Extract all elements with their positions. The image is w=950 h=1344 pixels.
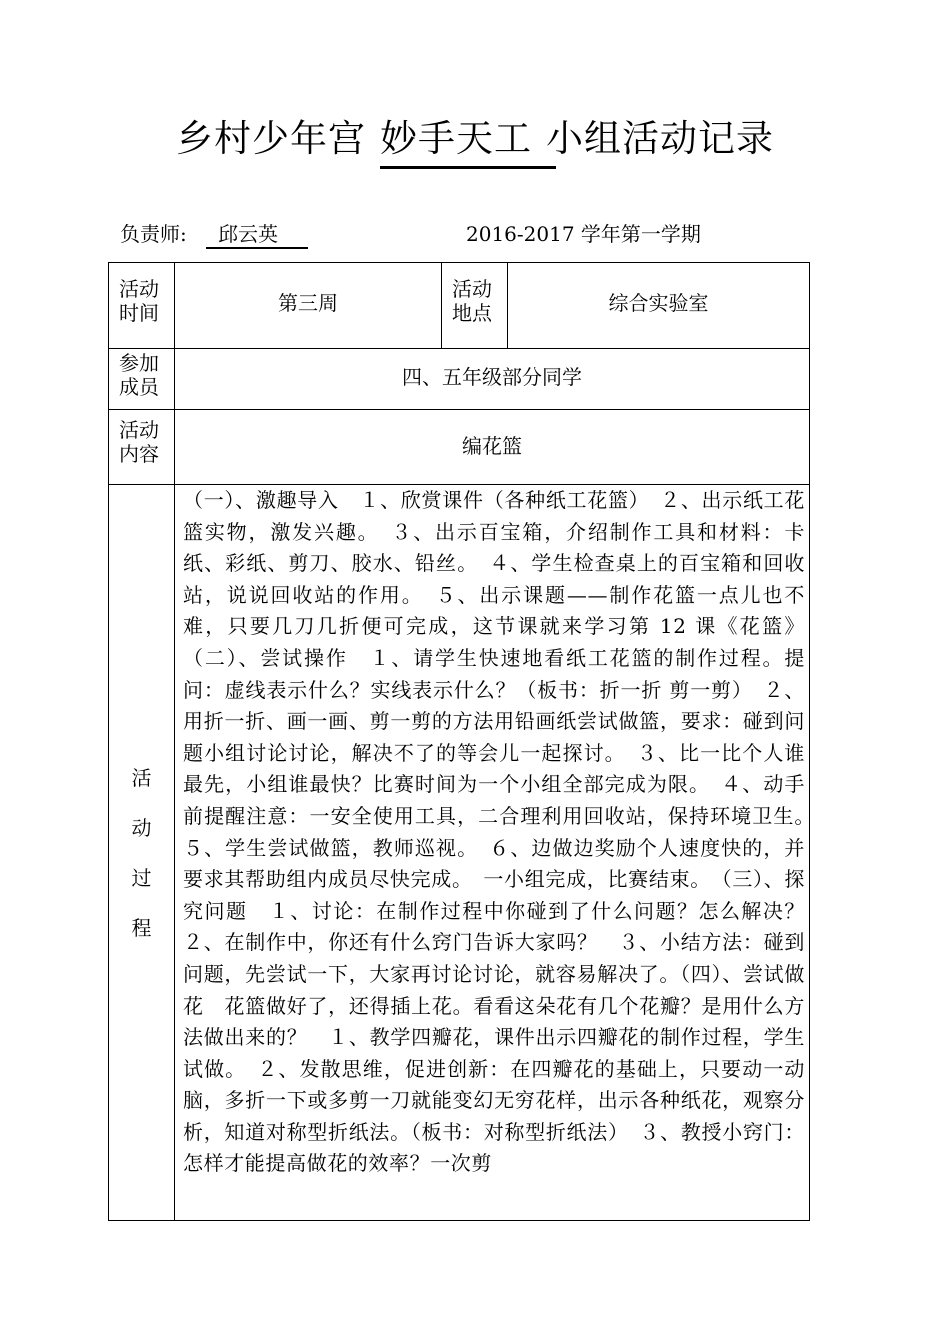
process-label: 活 动 过 程: [109, 485, 175, 1221]
teacher-name-underline: [206, 247, 308, 249]
time-label: 活动 时间: [109, 263, 175, 349]
members-label: 参加 成员: [109, 349, 175, 410]
page-title: [0, 108, 950, 162]
row-activity-process: [109, 485, 810, 1221]
row-members: [109, 349, 810, 410]
time-value: 第三周: [175, 263, 442, 349]
content-value: 编花篮: [175, 410, 810, 485]
teacher-name: 邱云英: [218, 222, 278, 246]
teacher-label: 负责师:: [120, 222, 187, 246]
place-value: 综合实验室: [508, 263, 810, 349]
row-activity-content: [109, 410, 810, 485]
content-label: 活动 内容: [109, 410, 175, 485]
title-underline: [380, 166, 556, 169]
title-part-1: 乡村少年宫: [176, 117, 366, 160]
place-label: 活动 地点: [442, 263, 508, 349]
process-text: （一）、激趣导入 １、欣赏课件（各种纸工花篮） ２、出示纸工花篮实物，激发兴趣。 ３、出示百宝箱，介绍制作工具和材料：卡纸、彩纸、剪刀、胶水、铅丝。 ４、学生检查桌上的百宝箱和回收站，说说回收站的作用。 ５、出示课题——制作花篮一点儿也不难，只要几刀几折便可完成，这节课就来学习第 12 课《花篮》（二）、尝试操作 １、请学生快速地看纸工花篮的制作过程。提问：虚线表示什么？实线表示什么？（板书：折一折 剪一剪） ２、用折一折、画一画、剪一剪的方法用铅画纸尝试做篮，要求：碰到问题小组讨论讨论，解决不了的等会儿一起探讨。 ３、比一比个人谁最先，小组谁最快？比赛时间为一个小组全部完成为限。 ４、动手前提醒注意：一安全使用工具，二合理利用回收站，保持环境卫生。 ５、学生尝试做篮，教师巡视。 ６、边做边奖励个人速度快的，并要求其帮助组内成员尽快完成。 一小组完成，比赛结束。 （三）、探究问题 １、讨论：在制作过程中你碰到了什么问题？怎么解决？ ２、在制作中，你还有什么窍门告诉大家吗？ ３、小结方法：碰到问题，先尝试一下，大家再讨论讨论，就容易解决了。（四）、尝试做花 花篮做好了，还得插上花。看看这朵花有几个花瓣？是用什么方法做出来的？ １、教学四瓣花，课件出示四瓣花的制作过程，学生试做。 ２、发散思维，促进创新：在四瓣花的基础上，只要动一动脑，多折一下或多剪一刀就能变幻无穷花样，出示各种纸花，观察分析，知道对称型折纸法。（板书：对称型折纸法） ３、教授小窍门：怎样才能提高做花的效率？一次剪: [175, 485, 810, 1221]
semester: 2016-2017 学年第一学期: [466, 222, 701, 246]
title-part-3: 小组活动记录: [546, 117, 774, 160]
activity-record-table: [108, 262, 826, 1221]
title-part-2: 妙手天工: [380, 117, 532, 160]
row-activity-time: [109, 263, 810, 349]
members-value: 四、五年级部分同学: [175, 349, 810, 410]
